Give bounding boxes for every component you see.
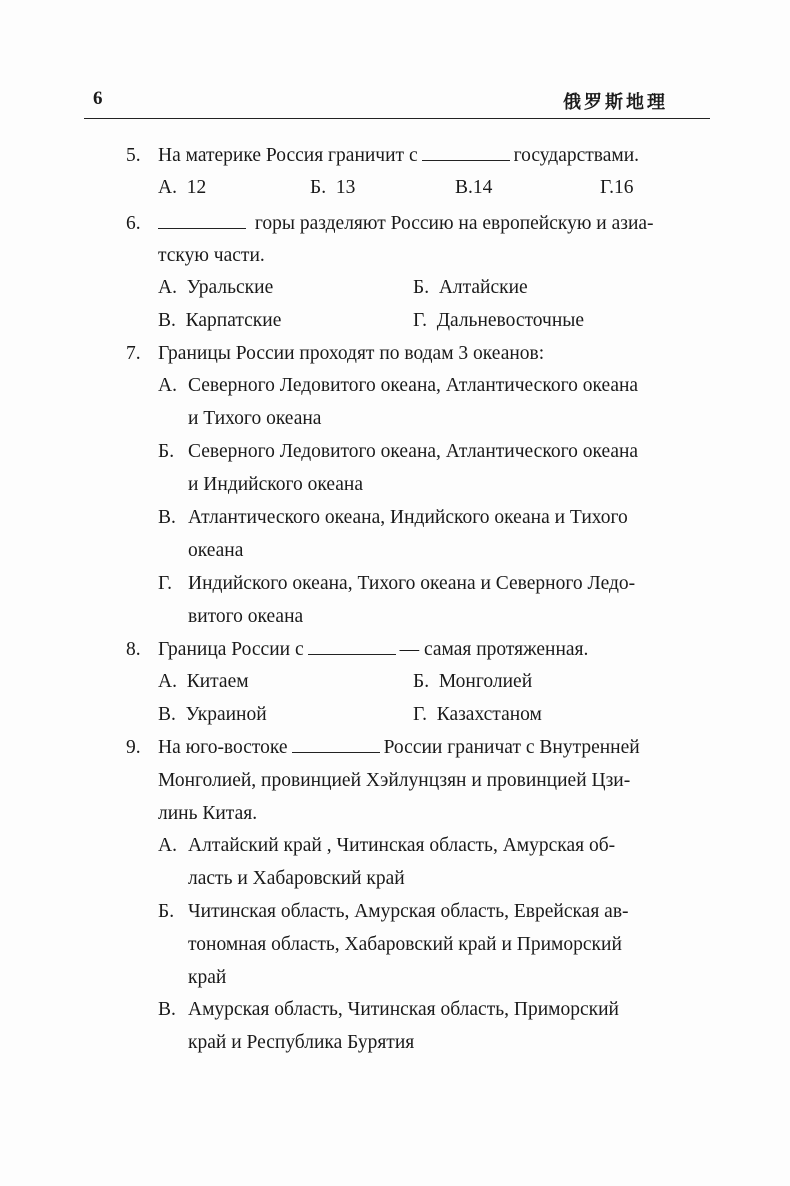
option-letter: В. <box>158 507 176 528</box>
option-d <box>600 176 633 200</box>
question-text <box>158 212 654 236</box>
question-number: 5. <box>126 145 141 166</box>
option-text-line: Амурская область, Читинская область, Приморский <box>188 999 619 1020</box>
question-text <box>158 144 639 168</box>
option-letter: Г. <box>413 704 427 725</box>
option-text-line: край <box>188 967 227 988</box>
answer-blank <box>422 146 510 161</box>
option-c <box>455 176 492 200</box>
option-c <box>158 703 267 727</box>
option-text-line: и Тихого океана <box>188 408 322 429</box>
header-rule <box>84 118 710 119</box>
option-letter: В. <box>158 704 176 725</box>
option-text-line: Индийского океана, Тихого океана и Северного Ледо- <box>188 573 636 594</box>
option-text-line: Атлантического океана, Индийского океана и Тихого <box>188 507 628 528</box>
answer-blank <box>158 214 246 229</box>
question-text-before: Граница России с <box>158 639 304 660</box>
option-letter: А. <box>158 177 177 198</box>
page-number: 6 <box>93 88 103 109</box>
option-letter: Б. <box>310 177 327 198</box>
option-letter: Б. <box>413 277 430 298</box>
option-letter: Б. <box>158 441 175 462</box>
option-text: Алтайские <box>438 277 528 298</box>
option-letter: Б. <box>158 901 175 922</box>
option-text: Казахстаном <box>436 704 542 725</box>
question-text-after: — самая протяженная. <box>399 639 589 660</box>
option-text: Китаем <box>186 671 249 692</box>
option-text: Уральские <box>186 277 274 298</box>
option-c <box>158 309 281 333</box>
option-a <box>158 176 206 200</box>
option-letter: Г. <box>158 573 172 594</box>
question-text: Границы России проходят по водам 3 океанов: <box>158 343 545 364</box>
option-text-line: Читинская область, Амурская область, Еврейская ав- <box>188 901 629 922</box>
question-number: 6. <box>126 213 141 234</box>
option-text: Монголией <box>438 671 533 692</box>
answer-blank <box>292 738 380 753</box>
option-text-line: океана <box>188 540 244 561</box>
option-letter: Г. <box>600 177 614 198</box>
running-title: 俄罗斯地理 <box>563 92 668 113</box>
question-text-after: России граничат с Внутренней <box>383 737 640 758</box>
option-d <box>413 703 542 727</box>
question-number: 7. <box>126 343 141 364</box>
option-a <box>158 276 273 300</box>
question-number: 8. <box>126 639 141 660</box>
option-text-line: Алтайский край , Читинская область, Амурская об- <box>188 835 616 856</box>
option-text: Карпатские <box>185 310 282 331</box>
option-letter: В. <box>455 177 473 198</box>
option-text-line: тономная область, Хабаровский край и Приморский <box>188 934 622 955</box>
option-text-line: Северного Ледовитого океана, Атлантического океана <box>188 375 639 396</box>
question-text-after: государствами. <box>513 145 640 166</box>
question-text-line: горы разделяют Россию на европейскую и азиа- <box>254 213 654 234</box>
question-text <box>158 638 588 662</box>
option-a <box>158 670 249 694</box>
option-letter: Г. <box>413 310 427 331</box>
option-text: 16 <box>613 177 634 198</box>
option-letter: В. <box>158 999 176 1020</box>
option-text: 12 <box>186 177 207 198</box>
option-text-line: и Индийского океана <box>188 474 364 495</box>
question-text-line: Монголией, провинцией Хэйлунцзян и провинцией Цзи- <box>158 770 631 791</box>
option-b <box>310 176 355 200</box>
option-text-line: край и Республика Бурятия <box>188 1032 415 1053</box>
question-text-before: На юго-востоке <box>158 737 288 758</box>
option-letter: А. <box>158 835 177 856</box>
question-number: 9. <box>126 737 141 758</box>
option-text-line: Северного Ледовитого океана, Атлантического океана <box>188 441 639 462</box>
option-letter: А. <box>158 671 177 692</box>
option-b <box>413 276 528 300</box>
question-text-before: На материке Россия граничит с <box>158 145 418 166</box>
question-text-line: линь Китая. <box>158 803 258 824</box>
question-text-line: тскую части. <box>158 245 265 266</box>
option-text-line: ласть и Хабаровский край <box>188 868 405 889</box>
option-text: Дальневосточные <box>436 310 585 331</box>
option-b <box>413 670 532 694</box>
option-d <box>413 309 584 333</box>
option-text: 13 <box>335 177 356 198</box>
option-text: Украиной <box>185 704 267 725</box>
option-letter: А. <box>158 375 177 396</box>
option-letter: Б. <box>413 671 430 692</box>
answer-blank <box>308 640 396 655</box>
option-text: 14 <box>472 177 493 198</box>
question-text <box>158 736 640 760</box>
option-letter: В. <box>158 310 176 331</box>
option-letter: А. <box>158 277 177 298</box>
option-text-line: витого океана <box>188 606 304 627</box>
